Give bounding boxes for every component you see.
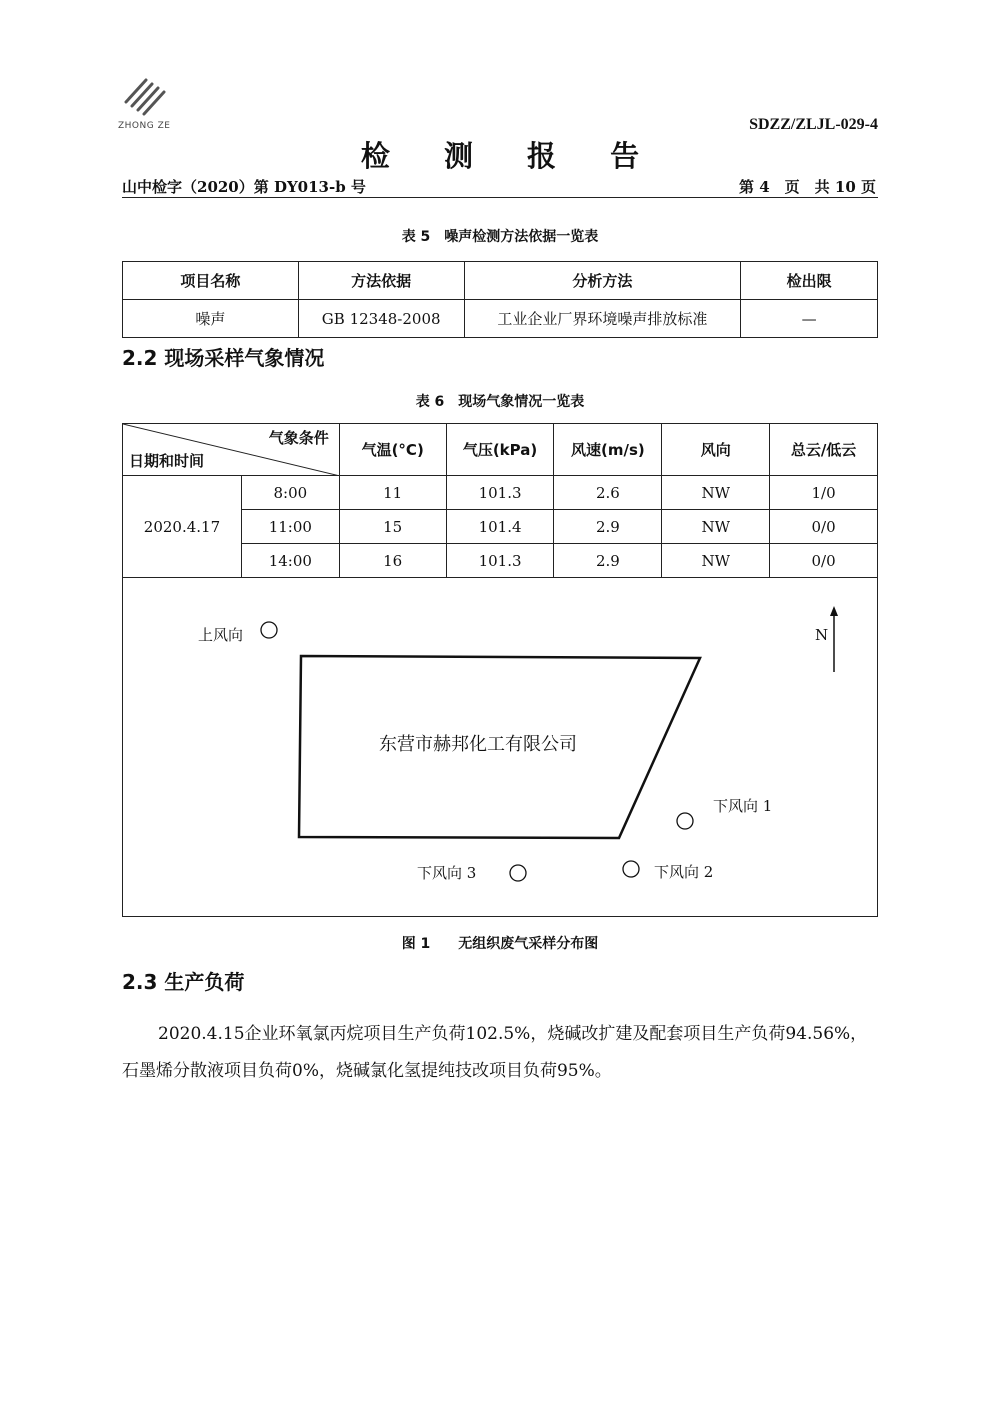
north-label: N: [815, 626, 829, 644]
column-header: 风向: [662, 424, 770, 476]
column-header: 检出限: [741, 262, 878, 300]
downwind-2-label: 下风向 2: [654, 863, 714, 881]
table-cell: —: [741, 300, 878, 338]
table-cell: 1/0: [770, 476, 878, 510]
logo-text: ZHONG ZE: [118, 121, 171, 131]
document-code: SDZZ/ZLJL-029-4: [749, 116, 878, 133]
page-title: 检 测 报 告: [360, 139, 662, 173]
north-arrowhead-icon: [830, 606, 838, 616]
table-cell: 101.3: [446, 544, 554, 578]
table-cell: 0/0: [770, 544, 878, 578]
time-cell: 11:00: [241, 510, 339, 544]
figure1-caption: 图 1 无组织废气采样分布图: [401, 936, 599, 952]
column-header: 风速(m/s): [554, 424, 662, 476]
column-header: 气温(°C): [339, 424, 446, 476]
production-load-paragraph: 2020.4.15企业环氧氯丙烷项目生产负荷102.5%，烧碱改扩建及配套项目生产负荷94.56%，石墨烯分散液项目负荷0%，烧碱氯化氢提纯技改项目负荷95%。: [122, 1024, 868, 1081]
column-header: 总云/低云: [770, 424, 878, 476]
report-number: 山中检字（2020）第 DY013-b 号: [122, 178, 366, 196]
company-name-label: 东营市赫邦化工有限公司: [379, 734, 577, 755]
table-cell: 101.3: [446, 476, 554, 510]
table-cell: NW: [662, 510, 770, 544]
table-cell: 101.4: [446, 510, 554, 544]
table-cell: 工业企业厂界环境噪声排放标准: [464, 300, 741, 338]
column-header: 分析方法: [464, 262, 741, 300]
upwind-marker: [261, 622, 277, 638]
table-cell: NW: [662, 544, 770, 578]
table-header-row: [123, 262, 878, 300]
section-heading-2-2: 2.2 现场采样气象情况: [122, 346, 325, 370]
diagonal-header-cell: [123, 424, 340, 476]
table-cell: 2.6: [554, 476, 662, 510]
table-cell: 噪声: [123, 300, 299, 338]
table-cell: 2.9: [554, 544, 662, 578]
table6-caption: 表 6 现场气象情况一览表: [415, 394, 585, 410]
table-cell: 11: [339, 476, 446, 510]
section-heading-2-3: 2.3 生产负荷: [122, 970, 245, 994]
table5-noise-method: [122, 261, 878, 338]
sampling-layout-figure: [122, 576, 878, 917]
table-row: [123, 300, 878, 338]
table-cell: 15: [339, 510, 446, 544]
table-cell: 16: [339, 544, 446, 578]
column-header: 气压(kPa): [446, 424, 554, 476]
downwind-3-marker: [510, 865, 526, 881]
date-cell: 2020.4.17: [123, 476, 242, 578]
table-cell: 0/0: [770, 510, 878, 544]
time-cell: 14:00: [241, 544, 339, 578]
page-number: 第 4 页 共 10 页: [739, 178, 876, 196]
column-header: 方法依据: [298, 262, 464, 300]
downwind-2-marker: [623, 861, 639, 877]
table-cell: 2.9: [554, 510, 662, 544]
time-cell: 8:00: [241, 476, 339, 510]
corner-label-datetime: 日期和时间: [129, 452, 205, 470]
column-header: 项目名称: [123, 262, 299, 300]
downwind-3-label: 下风向 3: [417, 864, 477, 882]
downwind-1-marker: [677, 813, 693, 829]
downwind-1-label: 下风向 1: [713, 797, 773, 815]
table-cell: GB 12348-2008: [298, 300, 464, 338]
table6-weather: [122, 423, 878, 578]
table-cell: NW: [662, 476, 770, 510]
header-rule: [122, 197, 878, 198]
corner-label-conditions: 气象条件: [268, 429, 329, 447]
table-header-row: [123, 424, 878, 476]
table-row: [123, 476, 878, 510]
upwind-label: 上风向: [198, 626, 244, 644]
table5-caption: 表 5 噪声检测方法依据一览表: [401, 229, 599, 245]
